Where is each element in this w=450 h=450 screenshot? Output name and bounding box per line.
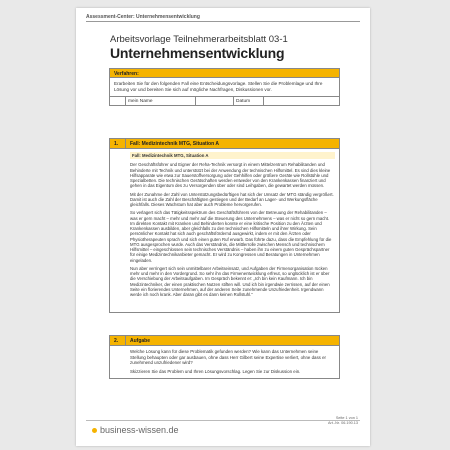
procedure-table (109, 68, 340, 106)
name-date-row (110, 96, 339, 105)
task-table (109, 335, 340, 379)
name-row-spacer (110, 97, 126, 105)
procedure-text: Erarbeiten Sie für den folgenden Fall eine Entscheidungsvorlage. Stellen Sie die Problemlage und Ihre Lösung vor und bereiten Sie sich auf mögliche Nachfragen, Diskussionen vor. (114, 81, 323, 92)
task-number: 2. (110, 336, 126, 345)
name-label: mein Name (126, 97, 196, 105)
running-header: Assessment-Center: Unternehmensentwicklung (86, 14, 200, 20)
date-label: Datum (234, 97, 264, 105)
document-page (76, 8, 370, 446)
logo-text: business-wissen.de (100, 425, 179, 435)
task-heading-row (110, 336, 339, 346)
name-field[interactable] (196, 97, 234, 105)
document-title: Unternehmensentwicklung (110, 45, 285, 61)
header-divider (86, 21, 360, 22)
case-heading: Fall: Medizintechnik MTG, Situation A (130, 141, 219, 147)
page-info (328, 416, 358, 426)
logo-dot-icon (92, 428, 97, 433)
case-text (130, 152, 335, 297)
document-subtitle: Arbeitsvorlage Teilnehmerarbeitsblatt 03-1 (110, 34, 288, 45)
date-field[interactable] (264, 97, 339, 105)
task-paragraph: Welche Lösung kann für diese Problematik gefunden werden? Wie kann das Unternehmen seine Stellung behaupten oder gar ausbauen, ohne dass Herr Gilbert seine Expertise verliert, ohne dass er zunehmend unzufriedener wird? (130, 349, 326, 366)
case-paragraph: Mit der Zunahme der Zahl von Unterstützungsbedürftigen hat sich der Umsatz der MTG ständig vergrößert. Damit ist auch die Zahl der Beschäftigten gestiegen und der Bedarf an Lager- und Werkungsfläche gleichfalls. Dieses Wachstum hat aber auch Probleme hervorgerufen. (130, 191, 334, 207)
article-number: Art.-Nr. 06.190.13 (328, 421, 358, 425)
case-heading-row (110, 139, 339, 149)
task-paragraph: Skizzieren Sie das Problem und Ihren Lösungsvorschlag. Legen Sie zur Diskussion ein. (130, 368, 301, 374)
case-table (109, 138, 340, 313)
page-number: Seite 1 von 1 (335, 416, 358, 420)
footer-divider (86, 420, 360, 421)
publisher-logo (92, 425, 179, 435)
task-text (130, 349, 335, 374)
case-lead: Fall: Medizintechnik MTG, Situation A (130, 152, 335, 159)
case-number: 1. (110, 139, 126, 148)
procedure-heading: Verfahren: (110, 69, 339, 78)
case-paragraph: So verlagert sich das Tätigkeitsspektrum des Geschäftsführers von der Betreuung der Rehabilitanden – was er gern macht – mehr und mehr auf die Steuerung des Unternehmens – was er nicht so gern macht. Im direkten Kontakt mit Kranken und Behinderten konnte er eine kritische Position zu den Ärzten und Krankenkassen ausbilden, aber gleichfalls zu den technischen Hilfsmitteln und ihrer Wirkung. Sein persönlicher Kontakt hat sich auch geschäftsfördernd ausgewirkt, indem er mit den Ärzten oder Physiotherapeuten sprach und sich einen guten Ruf erwarb. Das führte dazu, dass die Empfehlung für die MTG ausgesprochen wurde. Auch das Verständnis, die Mittlerrolle zwischen Mensch und technischem Hilfsmittel – eingeschlossen sein technisches Verständnis – haben ihn zu einem guten Gesprächspartner für einige Medizintechnikanbieter gemacht. Er wird zu Kongressen und Beratungen in Unternehmen eingeladen. (130, 210, 332, 263)
case-paragraph: Nun aber verringert sich sein unmittelbarer Arbeitseinsatz, und Aufgaben der Firmenorganisation rücken mehr und mehr in den Vordergrund. So sehr ihn das Firmenentwicklung erfreut, so unglücklich ist er über die Verschiebung der Arbeitsaufgaben. Im Gespräch bekennt er: „Ich bin kein Kaufmann. Ich bin Medizintechniker, der einen praktischen Nutzen stiften will. Und ich bin irgendwie zerrissen, auf der einen Seite ein florierendes Unternehmen, auf der anderen Seite zunehmende Unzufriedenheit. Irgendwann werde ich noch krank. Aber daran gibt es dann keinen Rollstuhl.“ (130, 265, 330, 297)
case-paragraph: Der Geschäftsführer und Eigner der Reha-Technik versorgt in einem Mittelzentrum Rehabilitanden und Behinderte mit Technik und unterstützt bei der Anwendung der technischen Hilfsmittel. Es sind dies kleine Hilfsapparate wie etwa zur Sauerstoffversorgung oder Gehhilfen oder größere Geräte wie Rollstühle und Spezialbetten. Die technischen Gerätschaften werden entweder von den Krankenkassen finanziert und gehen in das Eigentum des zu Versorgenden über oder sind Leihgaben, die gewartet werden müssen. (130, 162, 331, 189)
task-heading: Aufgabe (130, 338, 150, 344)
